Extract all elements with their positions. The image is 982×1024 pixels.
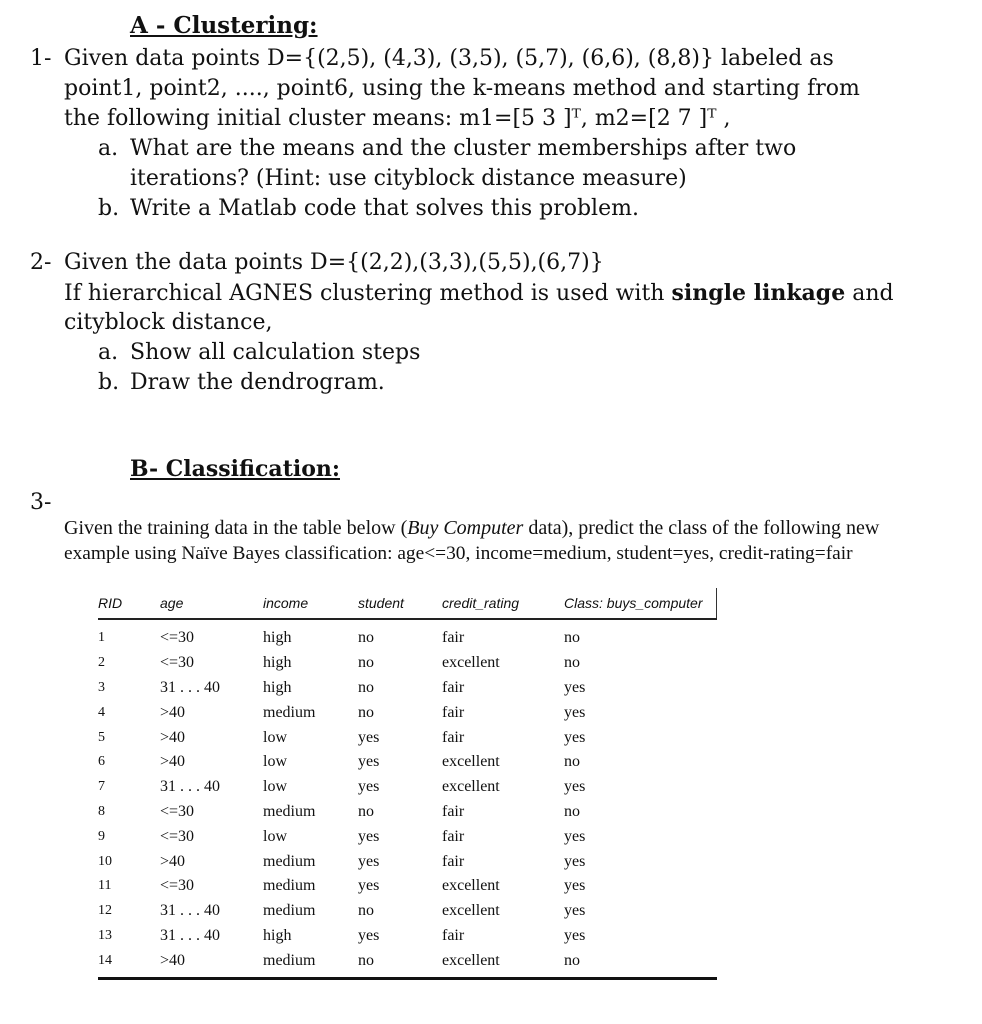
cell-income: low (263, 753, 287, 771)
q3-number: 3- (30, 490, 52, 515)
cell-class: yes (564, 827, 586, 845)
buy-computer-italic: Buy Computer (407, 517, 524, 539)
q2b-text: Draw the dendrogram. (130, 370, 385, 395)
cell-student: yes (358, 728, 380, 746)
table-row (98, 924, 717, 949)
cell-income: medium (263, 902, 316, 920)
cell-class: no (564, 654, 580, 672)
table-row (98, 619, 717, 651)
cell-income: high (263, 654, 292, 672)
table-row (98, 824, 717, 849)
q1b-text: Write a Matlab code that solves this problem. (130, 196, 639, 221)
table-row (98, 651, 717, 676)
cell-age: >40 (160, 728, 186, 746)
cell-rid: 12 (98, 903, 112, 919)
cell-rid: 3 (98, 679, 105, 695)
cell-age: >40 (160, 753, 186, 771)
cell-age: <=30 (160, 629, 195, 647)
q2-line-2-pre: If hierarchical AGNES clustering method is used with (64, 281, 672, 306)
cell-age: <=30 (160, 827, 195, 845)
q3-line-1 (64, 516, 879, 541)
cell-student: yes (358, 926, 380, 944)
cell-credit-rating: fair (442, 852, 465, 870)
cell-age: 31 . . . 40 (160, 926, 220, 944)
cell-age: 31 . . . 40 (160, 678, 220, 696)
cell-credit-rating: fair (442, 629, 465, 647)
cell-class: no (564, 753, 580, 771)
cell-rid: 2 (98, 655, 105, 671)
q3-line-2: example using Naïve Bayes classification: age<=30, income=medium, student=yes, credit-rating=fair (64, 543, 853, 564)
cell-class: yes (564, 678, 586, 696)
table-header-row (98, 588, 717, 619)
cell-credit-rating: excellent (442, 654, 500, 672)
q2-line-1: Given the data points D={(2,2),(3,3),(5,5),(6,7)} (64, 250, 604, 275)
cell-credit-rating: fair (442, 703, 465, 721)
cell-age: <=30 (160, 802, 195, 820)
cell-credit-rating: fair (442, 827, 465, 845)
table-body (98, 619, 717, 979)
table-row (98, 948, 717, 978)
cell-class: yes (564, 728, 586, 746)
q1-line-1: Given data points D={(2,5), (4,3), (3,5), (5,7), (6,6), (8,8)} labeled as (64, 46, 834, 71)
q3-line-1-pre: Given the training data in the table below ( (64, 517, 408, 539)
cell-rid: 5 (98, 729, 105, 745)
table-row (98, 874, 717, 899)
cell-class: no (564, 802, 580, 820)
table-row (98, 800, 717, 825)
cell-income: medium (263, 948, 358, 978)
cell-class: yes (564, 852, 586, 870)
cell-student: no (358, 654, 374, 672)
q1-number: 1- (30, 46, 52, 71)
cell-student: no (358, 678, 374, 696)
cell-income: medium (263, 802, 316, 820)
cell-rid: 8 (98, 803, 105, 819)
q1a-line-1: What are the means and the cluster memberships after two (130, 136, 797, 161)
header-class: Class: buys_computer (564, 588, 717, 619)
cell-student: no (358, 902, 374, 920)
cell-class: yes (564, 703, 586, 721)
section-a-title: A - Clustering: (130, 12, 318, 39)
cell-rid: 7 (98, 779, 105, 795)
cell-rid: 6 (98, 754, 105, 770)
q2a-text: Show all calculation steps (130, 340, 421, 365)
q2-number: 2- (30, 250, 52, 275)
cell-class: yes (564, 778, 586, 796)
cell-income: medium (263, 852, 316, 870)
q2-line-3: cityblock distance, (64, 310, 273, 335)
cell-age: >40 (160, 948, 263, 978)
table-row (98, 775, 717, 800)
cell-rid: 10 (98, 853, 112, 869)
table-row (98, 899, 717, 924)
cell-income: high (263, 629, 292, 647)
q2-line-2 (64, 278, 894, 309)
header-credit-rating: credit_rating (442, 588, 564, 619)
cell-income: low (263, 728, 287, 746)
q2b-label: b. (98, 370, 120, 395)
cell-credit-rating: excellent (442, 948, 564, 978)
cell-credit-rating: excellent (442, 778, 500, 796)
cell-rid: 13 (98, 927, 112, 943)
cell-income: low (263, 827, 287, 845)
header-student: student (358, 588, 442, 619)
cell-age: 31 . . . 40 (160, 902, 220, 920)
cell-income: medium (263, 703, 316, 721)
cell-student: no (358, 948, 442, 978)
table-row (98, 700, 717, 725)
cell-student: yes (358, 827, 380, 845)
cell-student: yes (358, 753, 380, 771)
cell-student: yes (358, 778, 380, 796)
q1b-label: b. (98, 196, 120, 221)
cell-student: no (358, 629, 374, 647)
cell-age: <=30 (160, 877, 195, 895)
cell-credit-rating: fair (442, 728, 465, 746)
cell-credit-rating: fair (442, 802, 465, 820)
cell-age: <=30 (160, 654, 195, 672)
cell-class: no (564, 629, 580, 647)
cell-class: no (564, 948, 717, 978)
cell-student: yes (358, 877, 380, 895)
cell-rid: 11 (98, 878, 112, 894)
q1-line-3: the following initial cluster means: m1=[5 3 ]ᵀ, m2=[2 7 ]ᵀ , (64, 106, 731, 131)
table-row (98, 849, 717, 874)
cell-age: 31 . . . 40 (160, 778, 220, 796)
cell-credit-rating: excellent (442, 902, 500, 920)
cell-income: medium (263, 877, 316, 895)
cell-rid: 1 (98, 630, 105, 646)
section-b-title: B- Classification: (130, 456, 340, 482)
training-data-table (98, 588, 717, 980)
cell-rid: 4 (98, 704, 105, 720)
cell-rid: 9 (98, 828, 105, 844)
cell-student: no (358, 802, 374, 820)
cell-age: >40 (160, 852, 186, 870)
q1-line-2: point1, point2, ...., point6, using the k-means method and starting from (64, 76, 860, 101)
header-age: age (160, 588, 263, 619)
cell-credit-rating: excellent (442, 877, 500, 895)
q2-line-2-post: and (845, 281, 894, 306)
table-row (98, 725, 717, 750)
cell-student: no (358, 703, 374, 721)
single-linkage-emphasis: single linkage (671, 280, 846, 306)
cell-credit-rating: fair (442, 926, 465, 944)
cell-class: yes (564, 877, 586, 895)
cell-student: yes (358, 852, 380, 870)
cell-class: yes (564, 902, 586, 920)
cell-credit-rating: fair (442, 678, 465, 696)
q3-line-1-post: data), predict the class of the following new (523, 517, 880, 539)
q2a-label: a. (98, 340, 119, 365)
cell-class: yes (564, 926, 586, 944)
cell-age: >40 (160, 703, 186, 721)
header-income: income (263, 588, 358, 619)
cell-rid: 14 (98, 948, 160, 978)
q1a-line-2: iterations? (Hint: use cityblock distance measure) (130, 166, 687, 191)
cell-income: low (263, 778, 287, 796)
table-row (98, 750, 717, 775)
cell-income: high (263, 678, 292, 696)
cell-income: high (263, 926, 292, 944)
cell-credit-rating: excellent (442, 753, 500, 771)
header-rid: RID (98, 588, 160, 619)
q1a-label: a. (98, 136, 119, 161)
table-row (98, 676, 717, 701)
